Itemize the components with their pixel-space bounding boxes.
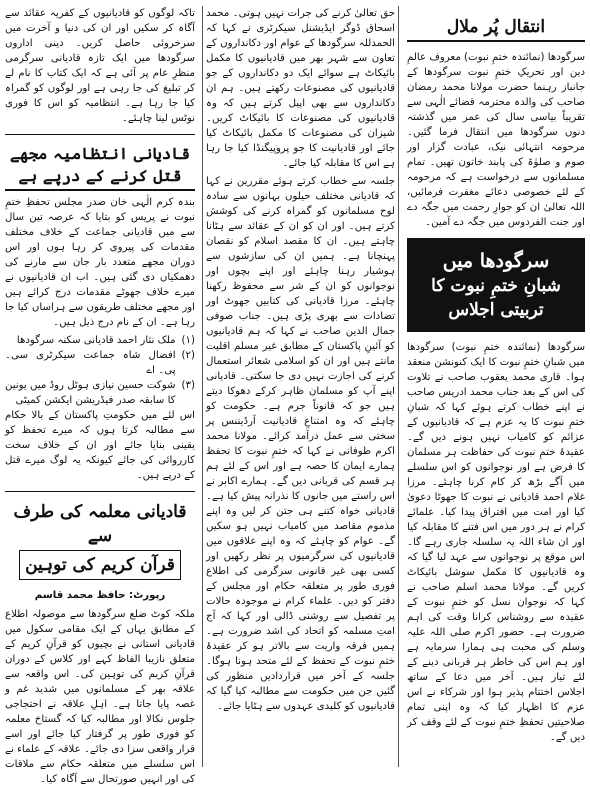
headline-blasphemy-line2: قرآن کریم کی توہین <box>19 550 181 580</box>
headline-box-sargodha <box>407 238 585 332</box>
right-column <box>407 6 585 767</box>
article-threat-body: بندہ کرم الٰہی خان صدر مجلس تحفظِ ختمِ نبوت نے پریس کو بتایا کہ عرصہ تین سال سے میں قادیانی جماعت کے خلاف مختلف مقدمات کی پیروی کر رہا ہوں اور اس دوران مجھے متعدد بار جان سے مارنے کی دھمکیاں دی گئی ہیں۔ اب ان قادیانیوں نے میرے خلاف جھوٹے مقدمات درج کرائے ہیں اور مجھے مختلف طریقوں سے ہراساں کیا جا رہا ہے۔ ان کے نام درج ذیل ہیں۔ <box>4 197 195 328</box>
list-item-text: شوکت حسین نیازی ہوٹل روڈ میں یونین کا سابقہ صدر فیڈریشن ایکشن کمیٹی <box>5 380 176 406</box>
byline: رپورٹ: حافظ محمد قاسم <box>34 590 166 601</box>
list-item-number: (۳) <box>181 380 195 391</box>
middle-column <box>202 6 399 767</box>
list-item <box>5 348 195 378</box>
list-item-number: (۱) <box>181 335 195 346</box>
left-column <box>4 6 195 785</box>
divider <box>5 491 195 492</box>
headline-condolence: انتقال پُر ملال <box>407 16 585 42</box>
article-convention-body: سرگودھا (نمائندہ ختمِ نبوت) سرگودھا میں شبانِ ختمِ نبوت کا ایک کنونشن منعقد ہوا۔ قاری محمد یعقوب صاحب نے تلاوت کی اس کے بعد جناب محمد ادریس صاحب نے اپنے خطاب کرتے ہوئے کہا کہ شبانِ ختمِ نبوت کا یہ عزم ہے کہ قادیانیوں کے عزائم کو کامیاب نہیں ہونے دیں گے۔ عقیدۂ ختمِ نبوت کی حفاظت ہر مسلمان کا فرض ہے اور نوجوانوں کو اس سلسلے میں آگے بڑھ کر کام کرنا چاہئے۔ مرزا غلام احمد قادیانی نے نبوت کا جھوٹا دعویٰ کیا اور امت میں افتراق پیدا کیا۔ علمائے کرام نے ہر دور میں اس فتنے کا مقابلہ کیا اور ان شاء اللہ یہ سلسلہ جاری رہے گا۔ اس موقع پر نوجوانوں سے عہد لیا گیا کہ وہ قادیانیوں کا مکمل سوشل بائیکاٹ کریں گے۔ مولانا محمد اسلم صاحب نے کہا کہ نوجوان نسل کو ختمِ نبوت کے عقیدہ سے روشناس کرانا وقت کی اہم ضرورت ہے۔ حضور اکرم صلی اللہ علیہ وسلم کی محبت ہی ہمارا سرمایہ ہے اور ہم اس کی خاطر ہر قربانی دینے کے لئے تیار ہیں۔ آخر میں دعا کے ساتھ اجلاس اختتام پذیر ہوا اور شرکاء نے اس عزم کا اظہار کیا کہ وہ اپنی تمام صلاحیتیں تحفظِ ختمِ نبوت کے لئے وقف کر دیں گے۔ <box>407 342 585 743</box>
list-item <box>5 378 195 408</box>
headline-box-line1: سرگودھا میں <box>442 250 550 272</box>
article-mid-body-1: حق تعالیٰ کرنے کی جرات نہیں ہوتی۔ محمد اسحاق ڈوگر ایڈیشنل سیکرٹری نے کہا کہ الحمدللہ سرگودھا کے عوام اور دکانداروں کے تعاون سے شہر بھر میں قادیانیوں کا مکمل بائیکاٹ ہے سوائے ایک دو دکانداروں کے جو قادیانیوں کی مصنوعات رکھتے ہیں۔ ہم ان دکانداروں سے بھی اپیل کرتے ہیں کہ وہ قادیانیوں کی مصنوعات کا بائیکاٹ کریں۔ شیزان کی مصنوعات کا مکمل بائیکاٹ کیا جائے اور قادیانیت کا جو پروپیگنڈا کیا جا رہا ہے اس کا مقابلہ کیا جائے۔ <box>206 8 395 169</box>
article-threat-conclusion: اس لئے میں حکومتِ پاکستان کے بالا حکام سے مطالبہ کرتا ہوں کہ میرے تحفظ کو یقینی بنایا جائے اور ان کے خلاف سخت کارروائی کی جائے کیونکہ یہ لوگ میرے قتل کے درپے ہیں۔ <box>5 410 195 481</box>
list-item-text: افضال شاہ جماعت سیکرٹری سی۔ پی۔ اے <box>5 350 176 376</box>
article-blasphemy-body: ملکہ کوٹ ضلع سرگودھا سے موصولہ اطلاع کے مطابق یہاں کے ایک مقامی سکول میں قادیانی استانی نے بچیوں کو قرآنِ کریم کے متعلق نازیبا الفاظ کہے اور کلاس کے دوران قرآنِ کریم کی توہین کی۔ اس واقعہ سے علاقہ بھر کے مسلمانوں میں شدید غم و غصہ پایا جاتا ہے۔ اہلِ علاقہ نے احتجاجی جلوس نکالا اور مطالبہ کیا کہ گستاخ معلمہ کو فوری طور پر گرفتار کیا جائے اور اسے قرار واقعی سزا دی جائے۔ علاقہ کے علماء نے اس سلسلے میں متعلقہ حکام سے ملاقات کی اور انہیں صورتحال سے آگاہ کیا۔ <box>5 609 195 785</box>
headline-box-line2: شبانِ ختمِ نبوت کا تربیتی اجلاس <box>431 276 561 320</box>
article-left-body-1: تاکہ لوگوں کو قادیانیوں کے کفریہ عقائد سے آگاہ کر سکیں اور ان کی دنیا و آخرت میں سرخروئی حاصل کریں۔ دینی اداروں سرگودھا میں ایک تازہ قادیانی سرگرمی منظرِ عام پر آئی ہے کہ ایک کتاب کا نام لے کر تبلیغ کی جا رہی ہے اور لوگوں کو گمراہ کیا جا رہا ہے۔ انتظامیہ کو اس کا فوری نوٹس لینا چاہئے۔ <box>5 8 195 124</box>
article-condolence-body: سرگودھا (نمائندہ ختمِ نبوت) معروف عالمِ دین اور تحریکِ ختمِ نبوت سرگودھا کے جانباز رہنما حضرت مولانا محمد رمضان صاحب کی والدہ محترمہ قضائے الٰہی سے تقریباً بیاسی سال کی عمر میں گذشتہ دنوں سرگودھا میں انتقال فرما گئیں۔ مرحومہ انتہائی نیک، عبادت گزار اور صوم و صلوٰۃ کی پابند خاتون تھیں۔ تمام مسلمانوں سے درخواست ہے کہ مرحومہ کے لئے خصوصی دعائے مغفرت فرمائیں، اللہ تعالیٰ ان کو جوارِ رحمت میں جگہ دے اور جنت الفردوس میں جگہ دے آمین۔ <box>407 52 585 228</box>
divider <box>5 134 195 135</box>
list-item-text: ملک نثار احمد قادیانی سکنہ سرگودھا <box>16 335 176 346</box>
list-item <box>5 333 195 348</box>
headline-blasphemy-line1: قادیانی معلمہ کی طرف سے <box>13 502 187 546</box>
list-item-number: (۲) <box>181 350 195 361</box>
headline-threat: قادیانی انتظامیہ مجھے قتل کرنے کے درپے ہے <box>5 143 195 191</box>
article-mid-body-2: جلسہ سے خطاب کرتے ہوئے مقررین نے کہا کہ قادیانی مختلف حیلوں بہانوں سے سادہ لوح مسلمانوں کو گمراہ کرنے کی کوشش کرتے ہیں۔ اور ان کو ان کے عقائد سے ہٹانا چاہتے ہیں۔ ان کا مقصد اسلام کو نقصان پہنچانا ہے۔ ہمیں ان کی سازشوں سے ہوشیار رہنا چاہئے اور اپنے بچوں اور نوجوانوں کو ان کے شر سے محفوظ رکھنا چاہئے۔ مرزا قادیانی کی کتابیں جھوٹ اور تضادات سے بھری پڑی ہیں۔ جناب صوفی جمال الدین صاحب نے کہا کہ ہم قادیانیوں کو آئینِ پاکستان کے مطابق غیر مسلم اقلیت مانتے ہیں اور ان کو اسلامی شعائر استعمال کرنے کی اجازت نہیں دی جا سکتی۔ قادیانی اپنے آپ کو مسلمان ظاہر کرکے دھوکا دیتے ہیں جو کہ قانوناً جرم ہے۔ حکومت کو چاہئے کہ وہ امتناعِ قادیانیت آرڈیننس پر سختی سے عمل درآمد کرائے۔ مولانا محمد اکرم طوفانی نے کہا کہ ختمِ نبوت کا تحفظ ہمارے ایمان کا حصہ ہے اور اس کے لئے ہم ہر قسم کی قربانی دیں گے۔ ہمارے اکابر نے اس راستے میں جانوں کا نذرانہ پیش کیا ہے۔ قادیانی خواہ کتنے ہی جتن کر لیں وہ اپنے مذموم مقاصد میں کامیاب نہیں ہو سکیں گے۔ عوام کو چاہئے کہ وہ اپنے علاقوں میں قادیانیوں کی سرگرمیوں پر نظر رکھیں اور کسی بھی غیر قانونی سرگرمی کی اطلاع فوری طور پر متعلقہ حکام اور مجلس کے دفتر کو دیں۔ علماء کرام نے موجودہ حالات پر تفصیل سے روشنی ڈالی اور کہا کہ آج امتِ مسلمہ کو اتحاد کی اشد ضرورت ہے۔ ہمیں فرقہ واریت سے بالاتر ہو کر عقیدۂ ختمِ نبوت کے تحفظ کے لئے متحد ہونا ہوگا۔ جلسہ کے آخر میں قراردادیں منظور کی گئیں جن میں حکومت سے مطالبہ کیا گیا کہ قادیانیوں کو کلیدی عہدوں سے ہٹایا جائے۔ <box>206 176 395 712</box>
